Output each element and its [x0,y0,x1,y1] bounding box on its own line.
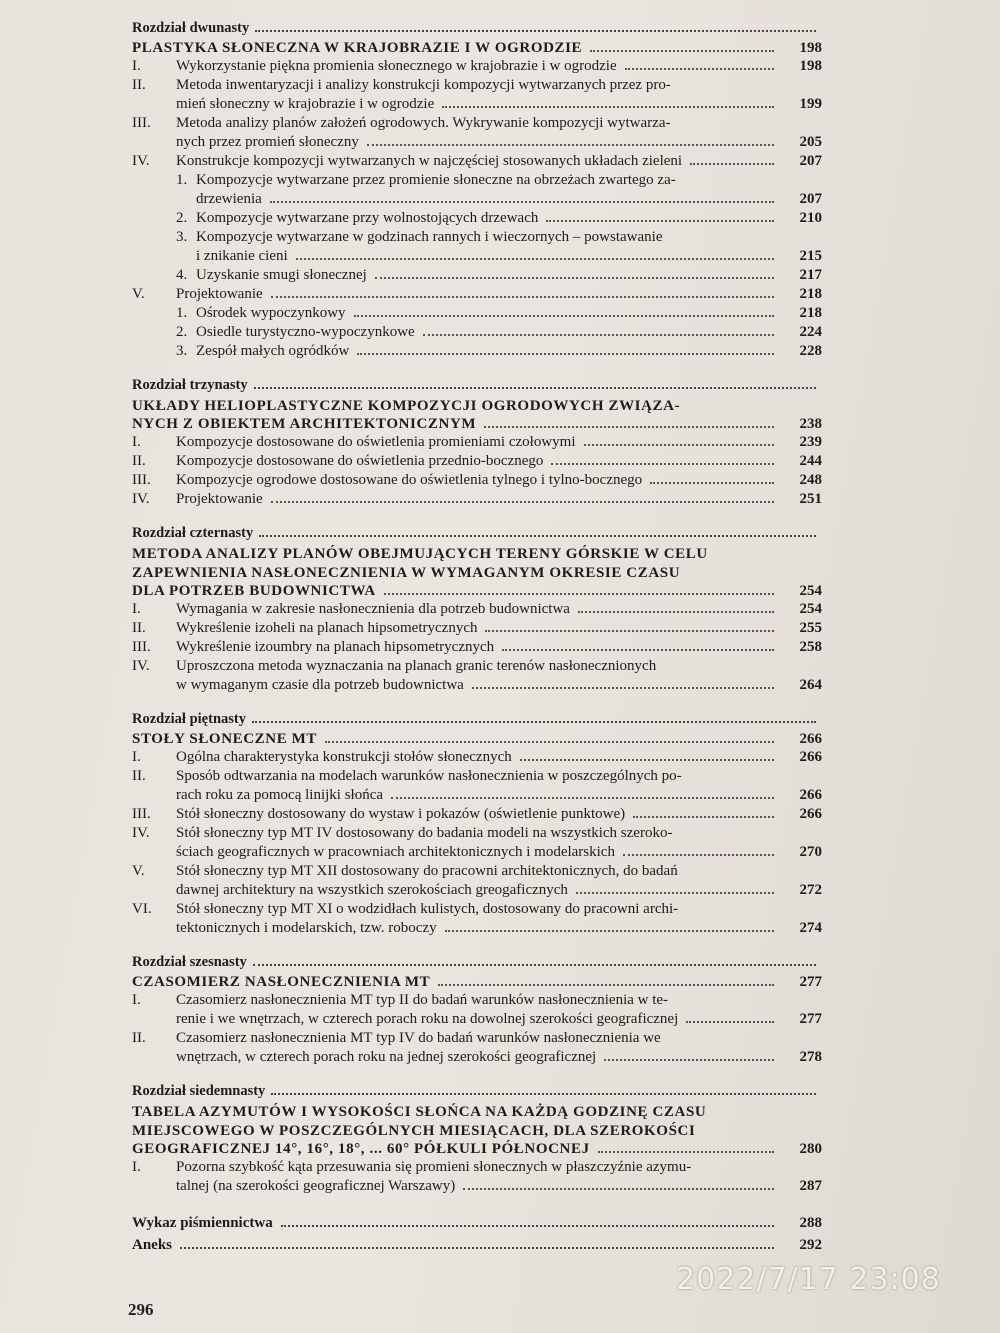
toc-entry [132,304,822,323]
entry-continuation [132,919,822,938]
leader-dots [384,593,774,595]
entry-text: Zespół małych ogródków [196,343,350,359]
entry-page: 254 [799,601,822,617]
back-matter-entry [132,1212,822,1234]
leader-dots [270,201,774,203]
entry-page: 258 [799,639,822,655]
entry-number: III. [132,472,151,488]
chapter-title-text: CZASOMIERZ NASŁONECZNIENIA MT [132,974,431,990]
chapter-label-text: Rozdział siedemnasty [132,1083,266,1099]
toc-entry [132,171,822,190]
chapter-page: 266 [799,731,822,747]
chapter-label [132,954,822,974]
chapter-page: 238 [799,416,822,432]
entry-number: VI. [132,901,152,917]
entry-continuation [132,786,822,805]
entry-page: 248 [799,472,822,488]
chapter-label-text: Rozdział trzynasty [132,377,248,393]
chapter-label [132,711,822,731]
entry-continuation [132,95,822,114]
entry-continuation [132,1177,822,1196]
leader-dots [686,1021,774,1023]
toc-entry [132,490,822,509]
toc-entry [132,862,822,881]
entry-continuation [132,190,822,209]
entry-number: 1. [176,305,188,321]
leader-dots [484,426,774,428]
toc-entry [132,600,822,619]
chapter-title [132,974,822,991]
chapter-section [132,525,822,695]
chapter-page: 198 [799,40,822,56]
entry-text: Konstrukcje kompozycji wytwarzanych w najczęściej stosowanych układach zieleni [176,153,683,169]
chapter-label-text: Rozdział piętnasty [132,711,246,727]
entry-text: Kompozycje wytwarzane przez promienie słoneczne na obrzeżach zwartego za- [196,172,676,188]
chapter-title-text: DLA POTRZEB BUDOWNICTWA [132,583,376,599]
entry-page: 218 [799,286,822,302]
leader-dots [271,501,774,503]
leader-dots [281,1225,774,1227]
toc-entry [132,805,822,824]
entry-text: talnej (na szerokości geograficznej Warszawy) [176,1178,456,1194]
toc-entry [132,152,822,171]
entry-continuation [132,1010,822,1029]
entry-page: 278 [799,1049,822,1065]
entry-continuation [132,881,822,900]
entry-text: Ogólna charakterystyka konstrukcji stołów słonecznych [176,749,512,765]
toc-entry [132,991,822,1010]
table-of-contents [132,20,822,1256]
entry-number: 2. [176,324,188,340]
entry-number: III. [132,639,151,655]
entry-page: 205 [799,134,822,150]
entry-page: 224 [799,324,822,340]
toc-entry [132,1158,822,1177]
entry-text: Kompozycje ogrodowe dostosowane do oświetlenia tylnego i tylno-bocznego [176,472,643,488]
chapter-title [132,1141,822,1158]
entry-text: Projektowanie [176,286,263,302]
entry-page: 270 [799,844,822,860]
leader-dots [357,353,774,355]
leader-dots [325,741,774,743]
chapter-section [132,20,822,361]
entry-text: Metoda inwentaryzacji i analizy konstrukcji kompozycji wytwarzanych przez pro- [176,77,671,93]
leader-dots [391,797,774,799]
entry-text: drzewienia [196,191,262,207]
entry-number: V. [132,863,145,879]
chapter-title-line: ZAPEWNIENIA NASŁONECZNIENIA W WYMAGANYM OKRESIE CZASU [132,565,681,581]
toc-entry [132,433,822,452]
leader-dots [271,296,774,298]
entry-number: II. [132,768,146,784]
entry-page: 244 [799,453,822,469]
entry-page: 217 [799,267,822,283]
chapter-page: 277 [799,974,822,990]
page-number: 296 [128,1300,154,1319]
entry-text: Wymagania w zakresie nasłonecznienia dla potrzeb budownictwa [176,601,570,617]
entry-text: Osiedle turystyczno-wypoczynkowe [196,324,415,340]
chapter-title-text: GEOGRAFICZNEJ 14°, 16°, 18°, ... 60° PÓŁKULI PÓŁNOCNEJ [132,1141,590,1157]
leader-dots [445,930,774,932]
chapter-title [132,416,822,433]
chapter-title-line: TABELA AZYMUTÓW I WYSOKOŚCI SŁOŃCA NA KAŻDĄ GODZINĘ CZASU [132,1104,707,1120]
leader-dots [255,30,816,32]
leader-dots [438,984,774,986]
entry-page: 277 [799,1011,822,1027]
entry-number: IV. [132,658,150,674]
toc-entry [132,209,822,228]
entry-page: 207 [799,191,822,207]
entry-page: 210 [799,210,822,226]
chapter-label [132,377,822,397]
entry-page: 255 [799,620,822,636]
entry-page: 266 [799,749,822,765]
entry-text: mień słoneczny w krajobrazie i w ogrodzie [176,96,435,112]
toc-entry [132,824,822,843]
entry-number: IV. [132,825,150,841]
leader-dots [590,50,774,52]
entry-number: 4. [176,267,188,283]
entry-number: IV. [132,153,150,169]
toc-entry [132,285,822,304]
entry-page: 266 [799,787,822,803]
chapter-title-text: STOŁY SŁONECZNE MT [132,731,318,747]
entry-page: 198 [799,58,822,74]
chapter-label [132,525,822,545]
entry-page: 207 [799,153,822,169]
entry-number: 3. [176,343,188,359]
entry-number: 2. [176,210,188,226]
chapter-page: 254 [799,583,822,599]
chapter-title [132,40,822,57]
entry-text: rach roku za pomocą linijki słońca [176,787,384,803]
entry-number: II. [132,620,146,636]
entry-text: Stół słoneczny typ MT XII dostosowany do pracowni architektonicznych, do badań [176,863,678,879]
entry-text: Metoda analizy planów założeń ogrodowych. Wykrywanie kompozycji wytwarza- [176,115,671,131]
entry-text: renie i we wnętrzach, w czterech porach roku na dowolnej szerokości geograficznej [176,1011,679,1027]
leader-dots [520,759,774,761]
entry-continuation [132,1048,822,1067]
toc-entry [132,452,822,471]
entry-text: Projektowanie [176,491,263,507]
toc-entry [132,342,822,361]
entry-continuation [132,676,822,695]
entry-number: II. [132,453,146,469]
leader-dots [690,163,774,165]
entry-text: Kompozycje dostosowane do oświetlenia promieniami czołowymi [176,434,576,450]
leader-dots [375,277,774,279]
entry-text: tektonicznych i modelarskich, tzw. roboczy [176,920,437,936]
leader-dots [271,1093,816,1095]
leader-dots [259,535,816,537]
leader-dots [423,334,774,336]
leader-dots [578,611,774,613]
entry-text: Sposób odtwarzania na modelach warunków nasłonecznienia w poszczególnych po- [176,768,682,784]
chapter-section [132,377,822,509]
toc-entry [132,657,822,676]
leader-dots [551,463,774,465]
entry-number: III. [132,806,151,822]
leader-dots [254,387,816,389]
leader-dots [180,1247,774,1249]
entry-page: 215 [799,248,822,264]
chapter-page: 280 [799,1141,822,1157]
entry-text: Ośrodek wypoczynkowy [196,305,346,321]
toc-entry [132,76,822,95]
entry-page: 228 [799,343,822,359]
entry-page: 266 [799,806,822,822]
leader-dots [354,315,774,317]
leader-dots [296,258,774,260]
entry-number: I. [132,434,141,450]
entry-text: i znikanie cieni [196,248,288,264]
toc-entry [132,638,822,657]
entry-page: 274 [799,920,822,936]
entry-number: I. [132,992,141,1008]
leader-dots [502,649,774,651]
entry-text: Stół słoneczny dostosowany do wystaw i pokazów (oświetlenie punktowe) [176,806,626,822]
entry-text: Pozorna szybkość kąta przesuwania się promieni słonecznych w płaszczyźnie azymu- [176,1159,692,1175]
leader-dots [633,816,774,818]
chapter-title-line: METODA ANALIZY PLANÓW OBEJMUJĄCYCH TERENY GÓRSKIE W CELU [132,546,708,562]
entry-page: 264 [799,677,822,693]
entry-number: 1. [176,172,188,188]
leader-dots [650,482,774,484]
toc-entry [132,228,822,247]
chapter-section [132,1083,822,1196]
chapter-title [132,731,822,748]
toc-entry [132,1029,822,1048]
back-matter-entry [132,1234,822,1256]
leader-dots [546,220,774,222]
toc-entry [132,767,822,786]
leader-dots [253,964,816,966]
entry-number: IV. [132,491,150,507]
entry-page: 287 [799,1178,822,1194]
entry-text: dawnej architektury na wszystkich szerokościach greogaficznych [176,882,568,898]
leader-dots [442,106,774,108]
toc-entry [132,266,822,285]
chapter-title [132,583,822,600]
entry-number: II. [132,77,146,93]
entry-page: 239 [799,434,822,450]
leader-dots [252,721,816,723]
chapter-title-line: UKŁADY HELIOPLASTYCZNE KOMPOZYCJI OGRODOWYCH ZWIĄZA- [132,398,681,414]
entry-text: Stół słoneczny typ MT XI o wodzidłach kulistych, dostosowany do pracowni archi- [176,901,679,917]
entry-continuation [132,843,822,862]
entry-number: I. [132,1159,141,1175]
entry-number: I. [132,749,141,765]
back-matter-label: Wykaz piśmiennictwa [132,1215,273,1231]
entry-number: I. [132,58,141,74]
entry-text: Kompozycje wytwarzane w godzinach rannych i wieczornych – powstawanie [196,229,663,245]
toc-entry [132,323,822,342]
back-matter-page: 292 [799,1237,822,1253]
entry-number: III. [132,115,151,131]
entry-text: Czasomierz nasłonecznienia MT typ IV do badań warunków nasłonecznienia we [176,1030,661,1046]
entry-text: nych przez promień słoneczny [176,134,359,150]
chapter-label-text: Rozdział szesnasty [132,954,247,970]
entry-text: ściach geograficznych w pracowniach architektonicznych i modelarskich [176,844,615,860]
toc-entry [132,748,822,767]
entry-text: Wykreślenie izoheli na planach hipsometrycznych [176,620,478,636]
toc-entry [132,900,822,919]
chapter-label-text: Rozdział czternasty [132,525,254,541]
chapter-section [132,954,822,1067]
leader-dots [598,1151,774,1153]
chapter-label-text: Rozdział dwunasty [132,20,250,36]
entry-text: Uproszczona metoda wyznaczania na planach granic terenów nasłonecznionych [176,658,657,674]
toc-entry [132,114,822,133]
chapter-title-line: MIEJSCOWEGO W POSZCZEGÓLNYCH MIESIĄCACH, DLA SZEROKOŚCI [132,1123,696,1139]
leader-dots [472,687,774,689]
entry-text: Kompozycje dostosowane do oświetlenia przednio-bocznego [176,453,544,469]
leader-dots [604,1059,774,1061]
chapter-label [132,1083,822,1103]
chapter-label [132,20,822,40]
entry-page: 272 [799,882,822,898]
leader-dots [463,1188,774,1190]
entry-number: 3. [176,229,188,245]
entry-page: 199 [799,96,822,112]
entry-page: 251 [799,491,822,507]
leader-dots [584,444,775,446]
entry-continuation [132,133,822,152]
leader-dots [485,630,774,632]
toc-entry [132,619,822,638]
entry-text: Czasomierz nasłonecznienia MT typ II do badań warunków nasłonecznienia w te- [176,992,669,1008]
toc-entry [132,57,822,76]
leader-dots [625,68,774,70]
entry-text: Uzyskanie smugi słonecznej [196,267,367,283]
entry-number: V. [132,286,145,302]
back-matter-label: Aneks [132,1237,173,1253]
leader-dots [623,854,774,856]
back-matter-page: 288 [799,1215,822,1231]
chapter-title-text: PLASTYKA SŁONECZNA W KRAJOBRAZIE I W OGRODZIE [132,40,583,56]
entry-page: 218 [799,305,822,321]
photo-timestamp: 2022/7/17 23:08 [676,1262,941,1297]
entry-text: Stół słoneczny typ MT IV dostosowany do badania modeli na wszystkich szeroko- [176,825,673,841]
chapter-section [132,711,822,938]
entry-text: Wykreślenie izoumbry na planach hipsometrycznych [176,639,495,655]
entry-text: w wymaganym czasie dla potrzeb budownictwa [176,677,464,693]
entry-text: wnętrzach, w czterech porach roku na jednej szerokości geograficznej [176,1049,597,1065]
entry-continuation [132,247,822,266]
toc-entry [132,471,822,490]
leader-dots [367,144,774,146]
entry-number: II. [132,1030,146,1046]
entry-number: I. [132,601,141,617]
chapter-title-text: NYCH Z OBIEKTEM ARCHITEKTONICZNYM [132,416,477,432]
entry-text: Kompozycje wytwarzane przy wolnostojących drzewach [196,210,539,226]
entry-text: Wykorzystanie piękna promienia słonecznego w krajobrazie i w ogrodzie [176,58,617,74]
leader-dots [576,892,774,894]
